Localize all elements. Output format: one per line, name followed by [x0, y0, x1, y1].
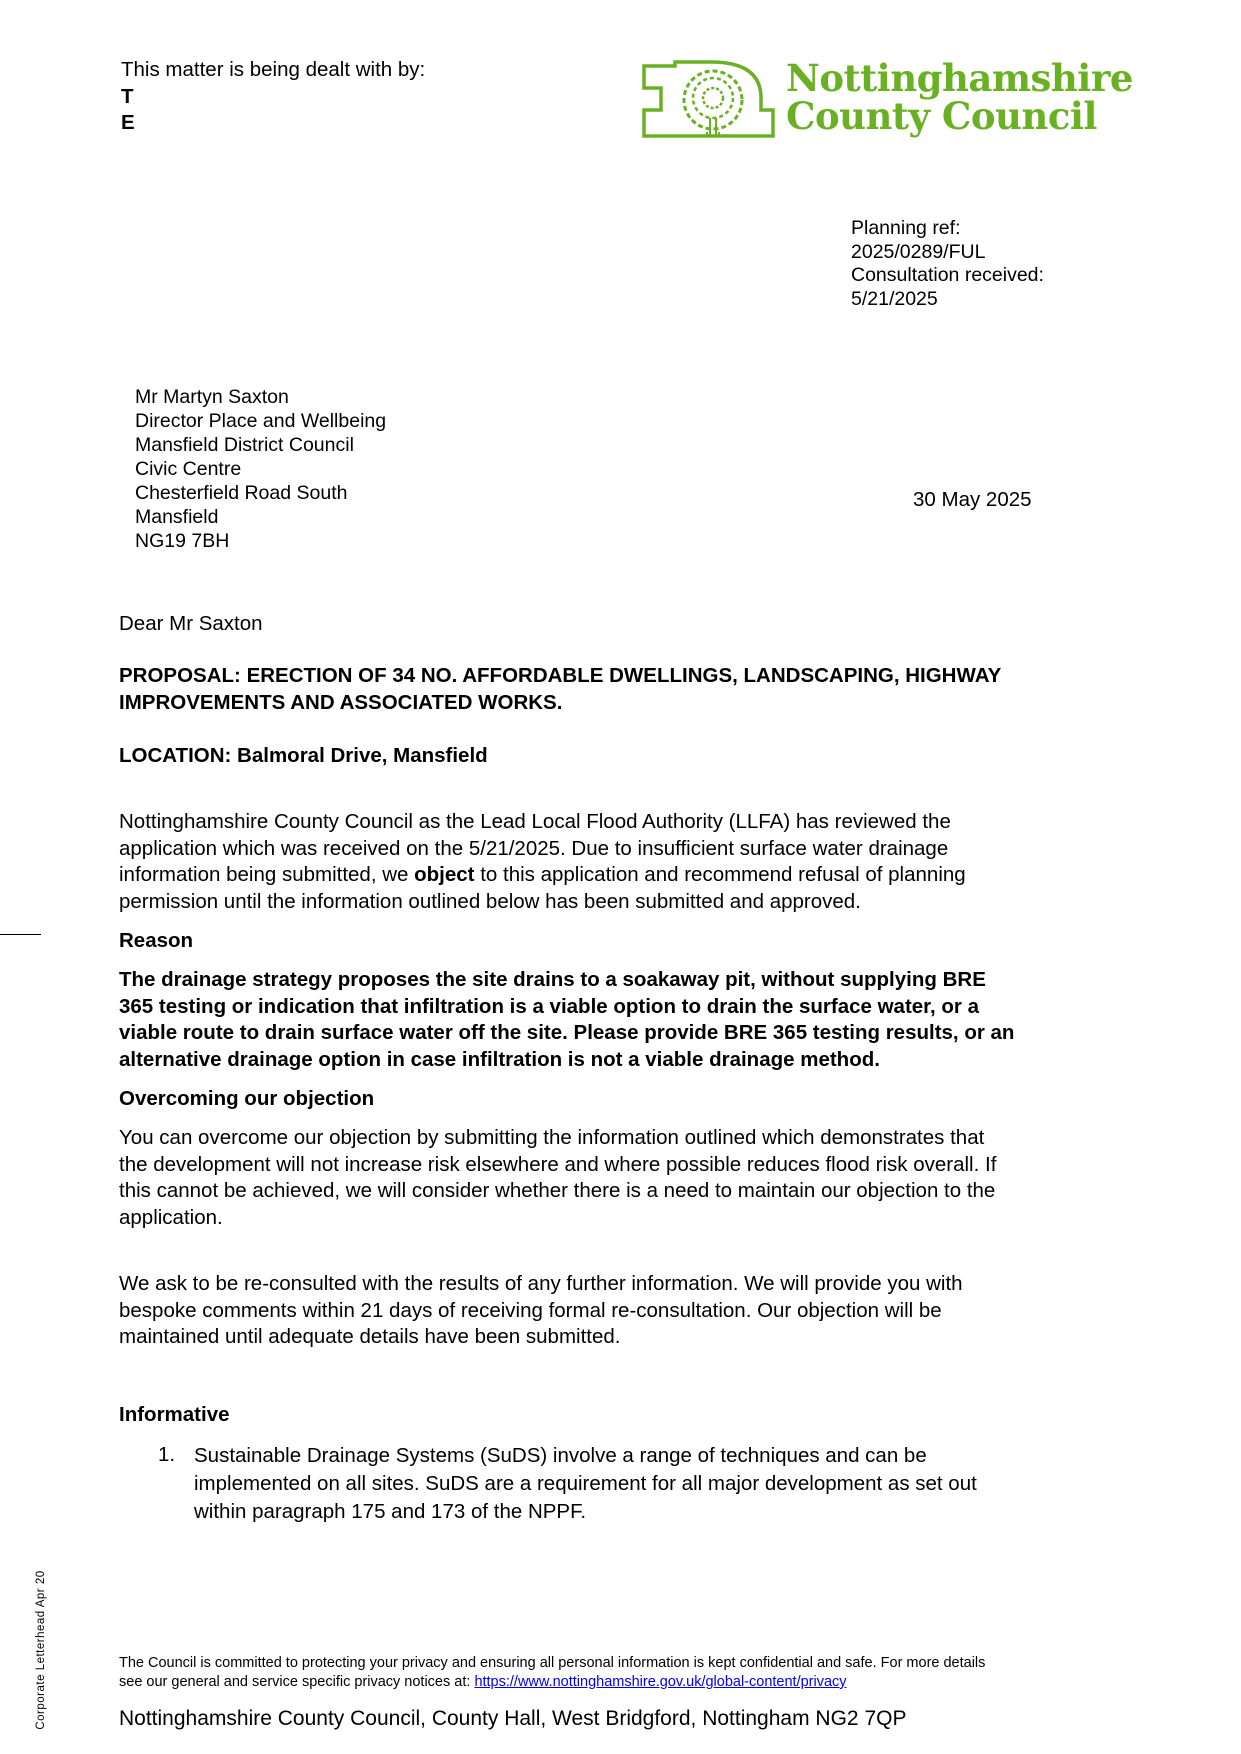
logo-line1: Nottinghamshire [786, 56, 1133, 100]
fold-mark [0, 934, 41, 935]
dealt-with-label: This matter is being dealt with by: [121, 58, 426, 81]
intro-text: to this application and recommend refusal of planning [474, 863, 966, 886]
council-logo [641, 58, 1133, 142]
email-label: E [121, 111, 135, 134]
overcoming-paragraph [119, 1125, 996, 1231]
side-label: Corporate Letterhead Apr 20 [35, 1570, 47, 1730]
informative-item [194, 1442, 977, 1526]
informative-line: Sustainable Drainage Systems (SuDS) involve a range of techniques and can be [194, 1444, 927, 1467]
recipient-line: Mansfield [135, 506, 219, 528]
planning-ref: 2025/0289/FUL [851, 240, 986, 263]
informative-line: within paragraph 175 and 173 of the NPPF. [194, 1500, 587, 1523]
informative-item-number: 1. [158, 1443, 176, 1466]
intro-line: Nottinghamshire County Council as the Lead Local Flood Authority (LLFA) has reviewed the [119, 810, 951, 833]
proposal-line: IMPROVEMENTS AND ASSOCIATED WORKS. [119, 690, 563, 714]
overcoming-line: the development will not increase risk elsewhere and where possible reduces flood risk overall. If [119, 1152, 997, 1176]
overcoming-line: this cannot be achieved, we will consider whether there is a need to maintain our objection to the [119, 1179, 996, 1202]
logo-line2: County Council [786, 94, 1097, 138]
overcoming-line: You can overcome our objection by submitting the information outlined which demonstrates that [119, 1126, 985, 1149]
location-heading: LOCATION: Balmoral Drive, Mansfield [119, 744, 488, 767]
reconsult-line: We ask to be re-consulted with the results of any further information. We will provide you with [119, 1272, 963, 1295]
reason-line: viable route to drain surface water off the site. Please provide BRE 365 testing results, or an [119, 1021, 1015, 1044]
recipient-line: Mr Martyn Saxton [135, 386, 289, 408]
intro-line: permission until the information outlined below has been submitted and approved. [119, 889, 861, 913]
letter-date: 30 May 2025 [913, 488, 1032, 511]
informative-heading: Informative [119, 1403, 230, 1426]
reason-line: The drainage strategy proposes the site drains to a soakaway pit, without supplying BRE [119, 968, 986, 991]
intro-line [119, 862, 966, 889]
privacy-text: The Council is committed to protecting your privacy and ensuring all personal information is kept confidential and safe. For more details [119, 1655, 986, 1671]
dealt-with-block [121, 57, 425, 137]
reconsult-line: bespoke comments within 21 days of receiving formal re-consultation. Our objection will be [119, 1298, 942, 1322]
proposal-line: PROPOSAL: ERECTION OF 34 NO. AFFORDABLE DWELLINGS, LANDSCAPING, HIGHWAY [119, 664, 1002, 687]
recipient-line: NG19 7BH [135, 530, 230, 552]
intro-paragraph [119, 809, 966, 915]
intro-line: application which was received on the 5/21/2025. Due to insufficient surface water drainage [119, 836, 949, 860]
proposal-heading [119, 663, 1001, 716]
privacy-text [119, 1673, 985, 1692]
tree-emblem-icon [641, 58, 776, 142]
object-emphasis: object [414, 863, 475, 886]
overcoming-line: application. [119, 1205, 223, 1229]
recipient-line: Chesterfield Road South [135, 482, 348, 504]
recipient-line: Director Place and Wellbeing [135, 410, 387, 432]
consultation-date: 5/21/2025 [851, 288, 938, 311]
privacy-notice [119, 1654, 985, 1692]
salutation: Dear Mr Saxton [119, 612, 263, 635]
consultation-label: Consultation received: [851, 264, 1044, 287]
overcoming-heading: Overcoming our objection [119, 1087, 375, 1110]
reconsult-line: maintained until adequate details have been submitted. [119, 1325, 621, 1348]
privacy-link[interactable]: https://www.nottinghamshire.gov.uk/global-content/privacy [474, 1674, 847, 1690]
reason-paragraph [119, 967, 1014, 1073]
reference-block [851, 217, 1044, 312]
recipient-address [135, 385, 386, 553]
recipient-line: Civic Centre [135, 458, 242, 480]
reason-heading: Reason [119, 929, 194, 952]
recipient-line: Mansfield District Council [135, 434, 354, 456]
reason-line: 365 testing or indication that infiltration is a viable option to drain the surface water, or a [119, 994, 980, 1018]
privacy-text: see our general and service specific privacy notices at: [119, 1674, 475, 1690]
footer-address: Nottinghamshire County Council, County Hall, West Bridgford, Nottingham NG2 7QP [119, 1707, 907, 1730]
planning-ref-label: Planning ref: [851, 217, 961, 239]
intro-text: information being submitted, we [119, 863, 415, 886]
telephone-label: T [121, 84, 134, 108]
informative-line: implemented on all sites. SuDS are a requirement for all major development as set out [194, 1472, 977, 1495]
reconsult-paragraph [119, 1271, 963, 1351]
reason-line: alternative drainage option in case infiltration is not a viable drainage method. [119, 1047, 880, 1071]
